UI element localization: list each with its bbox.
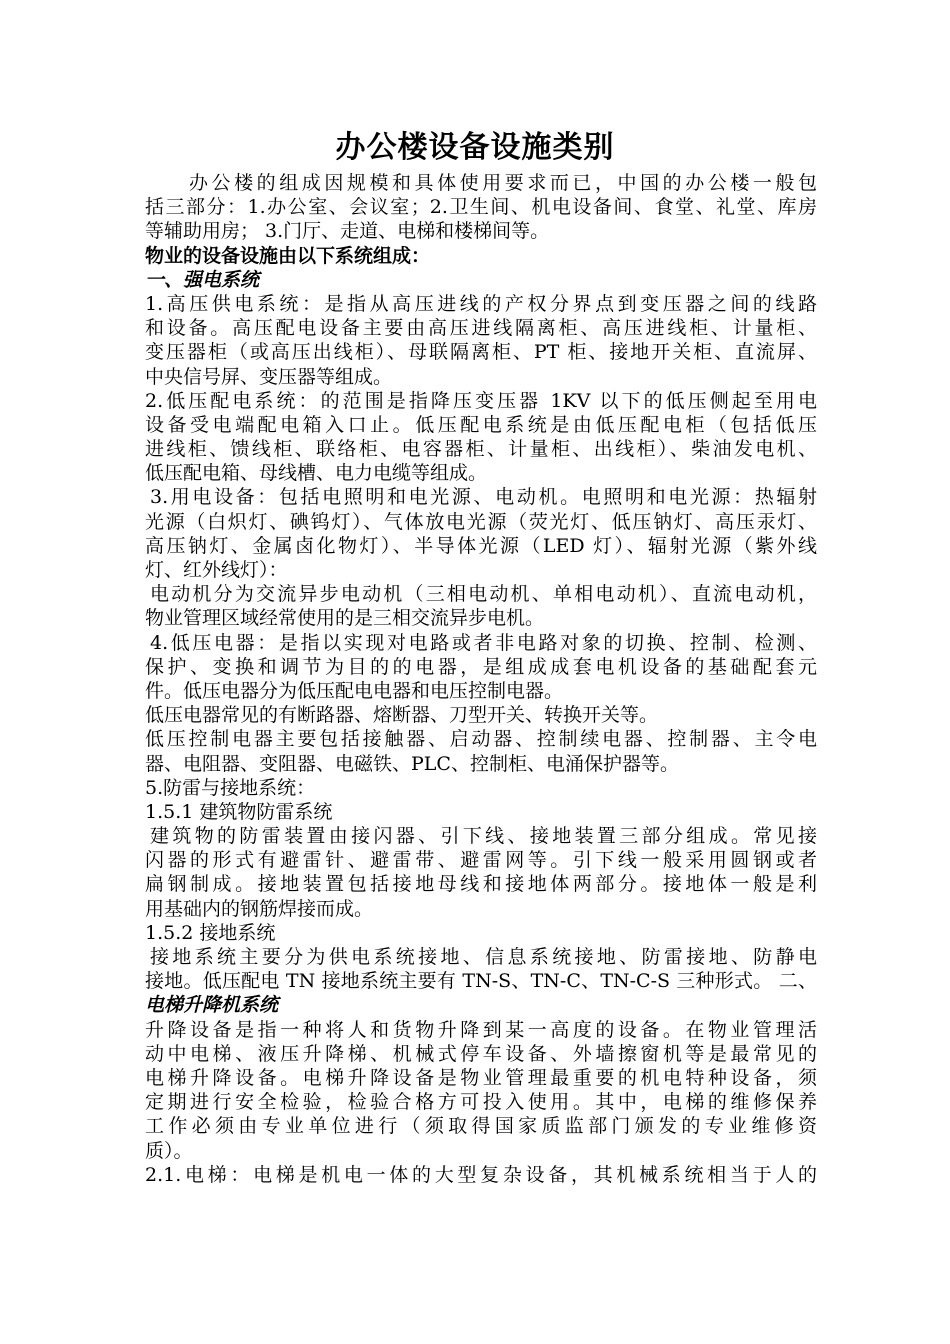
- body-line: 办公楼的组成因规模和具体使用要求而已，中国的办公楼一般包: [189, 172, 817, 194]
- body-line: 2.低压配电系统：的范围是指降压变压器 1KV 以下的低压侧起至用电: [145, 389, 817, 412]
- document-body: [145, 171, 817, 1187]
- body-line: 括三部分：1.办公室、会议室；2.卫生间、机电设备间、食堂、礼堂、库房: [145, 196, 817, 219]
- document-title: 办公楼设备设施类别: [335, 130, 615, 165]
- body-line: 低压控制电器主要包括接触器、启动器、控制续电器、控制器、主令电: [145, 728, 817, 751]
- body-line: 1.5.2 接地系统: [145, 921, 276, 944]
- body-line: 变压器柜（或高压出线柜）、母联隔离柜、PT 柜、接地开关柜、直流屏、: [145, 341, 817, 364]
- body-line: 接地。低压配电 TN 接地系统主要有 TN-S、TN-C、TN-C-S 三种形式。 二、: [145, 970, 817, 993]
- body-line: 2.1.电梯：电梯是机电一体的大型复杂设备，其机械系统相当于人的: [145, 1163, 817, 1186]
- body-line: 4.低压电器：是指以实现对电路或者非电路对象的切换、控制、检测、: [150, 631, 817, 654]
- body-line: 高压钠灯、金属卤化物灯）、半导体光源（LED 灯）、辐射光源（紫外线: [145, 534, 817, 557]
- body-line: 接地系统主要分为供电系统接地、信息系统接地、防雷接地、防静电: [150, 946, 817, 968]
- body-line: 闪器的形式有避雷针、避雷带、避雷网等。引下线一般采用圆钢或者: [145, 849, 817, 872]
- body-line: 3.用电设备：包括电照明和电光源、电动机。电照明和电光源：热辐射: [150, 486, 817, 509]
- body-line: 等辅助用房； 3.门厅、走道、电梯和楼梯间等。: [145, 220, 550, 243]
- body-line: 1.5.1 建筑物防雷系统: [145, 800, 333, 823]
- body-line: 灯、红外线灯）：: [145, 559, 288, 581]
- body-line: 件。低压电器分为低压配电电器和电压控制电器。: [145, 679, 564, 702]
- body-line: 光源（白炽灯、碘钨灯）、气体放电光源（荧光灯、低压钠灯、高压汞灯、: [145, 510, 817, 533]
- section-heading: 一、强电系统: [145, 268, 260, 291]
- body-line: 5.防雷与接地系统：: [145, 776, 316, 799]
- body-line: 设备受电端配电箱入口止。低压配电系统是由低压配电柜（包括低压: [145, 413, 817, 436]
- body-line: 1.高压供电系统：是指从高压进线的产权分界点到变压器之间的线路: [145, 292, 817, 315]
- section-heading: 电梯升降机系统: [145, 994, 279, 1017]
- body-line: 定期进行安全检验，检验合格方可投入使用。其中，电梯的维修保养: [145, 1091, 817, 1114]
- body-line: 动中电梯、液压升降梯、机械式停车设备、外墙擦窗机等是最常见的: [145, 1042, 817, 1065]
- body-line: 器、电阻器、变阻器、电磁铁、PLC、控制柜、电涌保护器等。: [145, 752, 679, 775]
- body-line: 和设备。高压配电设备主要由高压进线隔离柜、高压进线柜、计量柜、: [145, 317, 817, 340]
- body-line: 工作必须由专业单位进行（须取得国家质监部门颁发的专业维修资: [145, 1115, 817, 1138]
- body-line: 进线柜、馈线柜、联络柜、电容器柜、计量柜、出线柜）、柴油发电机、: [145, 438, 817, 461]
- section-heading: 物业的设备设施由以下系统组成：: [145, 244, 431, 267]
- body-line: 升降设备是指一种将人和货物升降到某一高度的设备。在物业管理活: [145, 1018, 817, 1041]
- body-line: 扁钢制成。接地装置包括接地母线和接地体两部分。接地体一般是利: [145, 873, 817, 896]
- body-line: 建筑物的防雷装置由接闪器、引下线、接地装置三部分组成。常见接: [150, 825, 817, 848]
- body-line: 电梯升降设备。电梯升降设备是物业管理最重要的机电特种设备，须: [145, 1066, 817, 1089]
- body-line: 中央信号屏、变压器等组成。: [145, 365, 393, 388]
- body-line: 低压电器常见的有断路器、熔断器、刀型开关、转换开关等。: [145, 704, 659, 727]
- body-line: 质）。: [145, 1139, 193, 1162]
- body-line: 用基础内的钢筋焊接而成。: [145, 897, 374, 920]
- body-line: 保护、变换和调节为目的的电器，是组成成套电机设备的基础配套元: [145, 655, 817, 678]
- body-line: 物业管理区域经常使用的是三相交流异步电机。: [145, 607, 545, 630]
- body-line: 低压配电箱、母线槽、电力电缆等组成。: [145, 462, 488, 485]
- body-line: 电动机分为交流异步电动机（三相电动机、单相电动机）、直流电动机，: [150, 583, 817, 606]
